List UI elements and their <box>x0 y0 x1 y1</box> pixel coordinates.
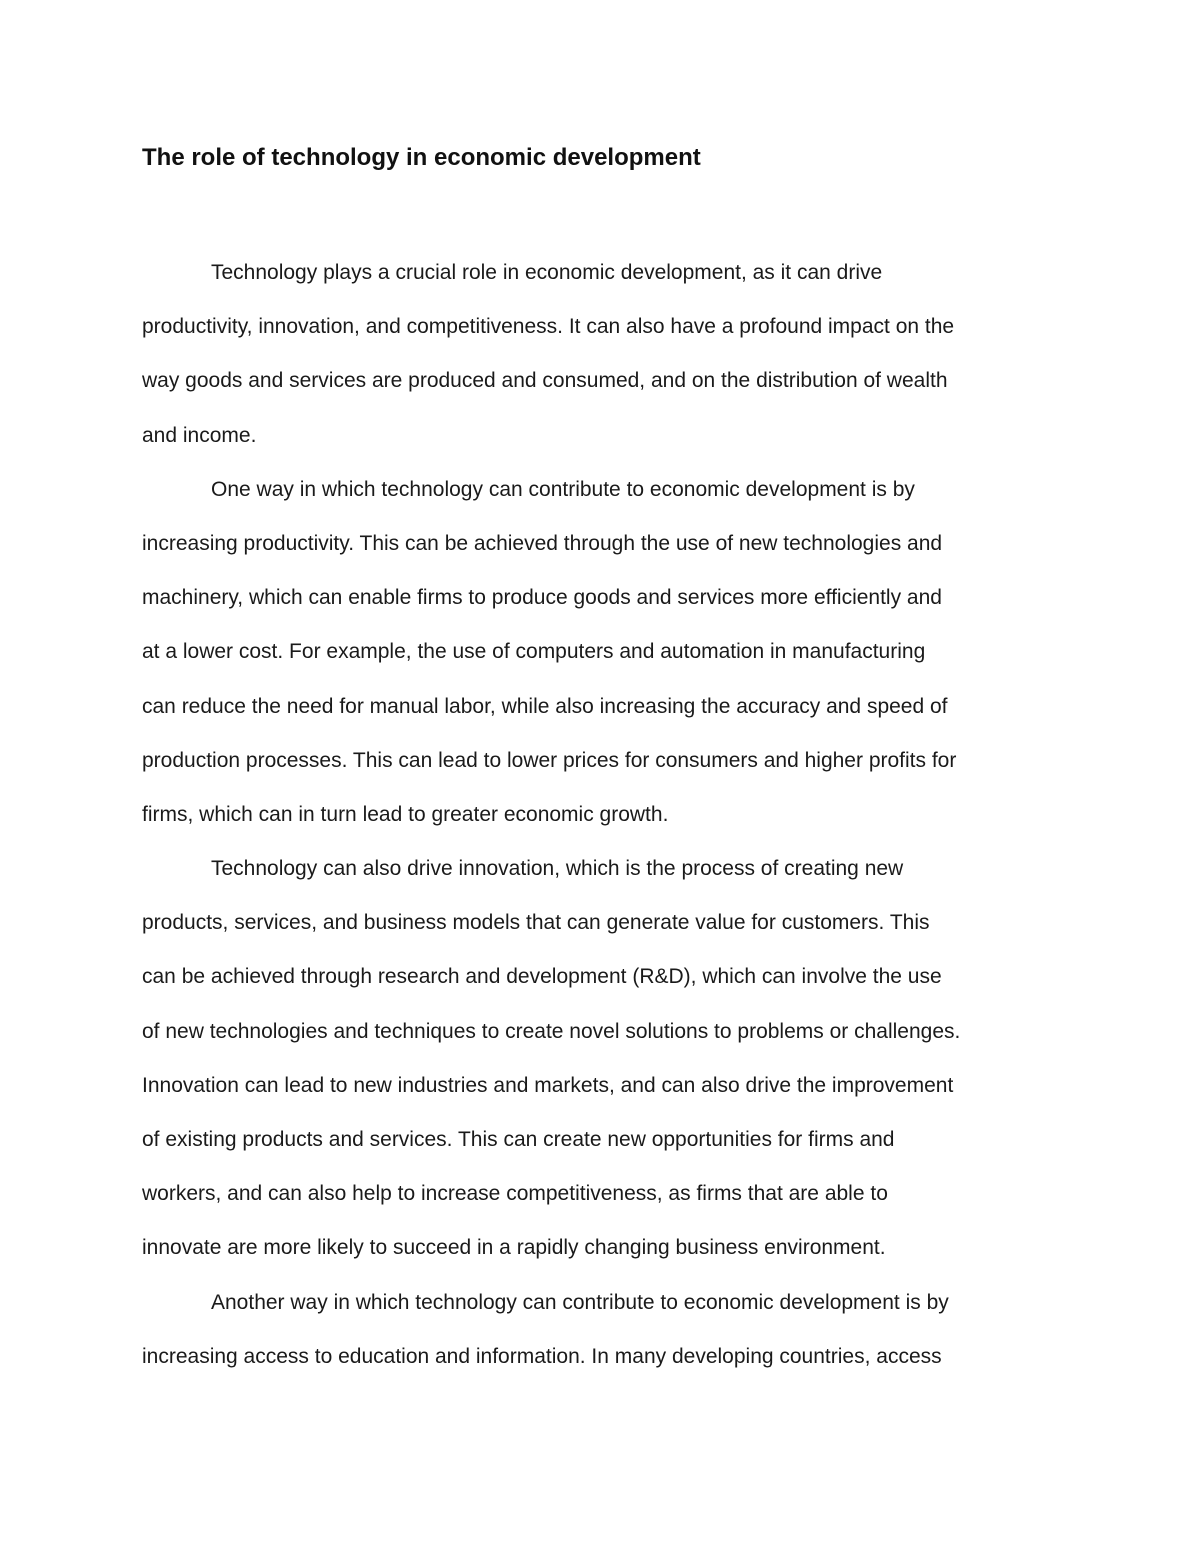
body-line: can reduce the need for manual labor, while also increasing the accuracy and speed of <box>142 694 948 718</box>
body-line: at a lower cost. For example, the use of computers and automation in manufacturing <box>142 640 926 664</box>
body-line: machinery, which can enable firms to produce goods and services more efficiently and <box>142 586 942 610</box>
body-line: products, services, and business models that can generate value for customers. This <box>142 911 930 935</box>
body-line: of new technologies and techniques to create novel solutions to problems or challenges. <box>142 1019 961 1043</box>
body-line: increasing access to education and information. In many developing countries, access <box>142 1344 942 1368</box>
body-line: One way in which technology can contribute to economic development is by <box>211 477 915 501</box>
body-line: workers, and can also help to increase competitiveness, as firms that are able to <box>142 1182 888 1206</box>
body-line: of existing products and services. This can create new opportunities for firms and <box>142 1128 895 1151</box>
body-line: Innovation can lead to new industries and markets, and can also drive the improvement <box>142 1073 954 1097</box>
body-line: way goods and services are produced and consumed, and on the distribution of wealth <box>142 369 948 393</box>
body-line: Technology can also drive innovation, which is the process of creating new <box>211 857 904 881</box>
body-line: increasing productivity. This can be achieved through the use of new technologies and <box>142 531 943 555</box>
body-line: production processes. This can lead to lower prices for consumers and higher profits for <box>142 748 957 772</box>
body-line: Another way in which technology can contribute to economic development is by <box>211 1290 949 1314</box>
body-line: innovate are more likely to succeed in a rapidly changing business environment. <box>142 1236 886 1260</box>
body-line: can be achieved through research and development (R&D), which can involve the use <box>142 965 942 989</box>
body-line: and income. <box>142 423 257 447</box>
body-line: productivity, innovation, and competitiveness. It can also have a profound impact on the <box>142 315 955 339</box>
document-body <box>142 246 1062 1384</box>
body-line: firms, which can in turn lead to greater economic growth. <box>142 802 669 826</box>
document-title: The role of technology in economic development <box>142 144 701 171</box>
body-line: Technology plays a crucial role in economic development, as it can drive <box>211 261 883 284</box>
